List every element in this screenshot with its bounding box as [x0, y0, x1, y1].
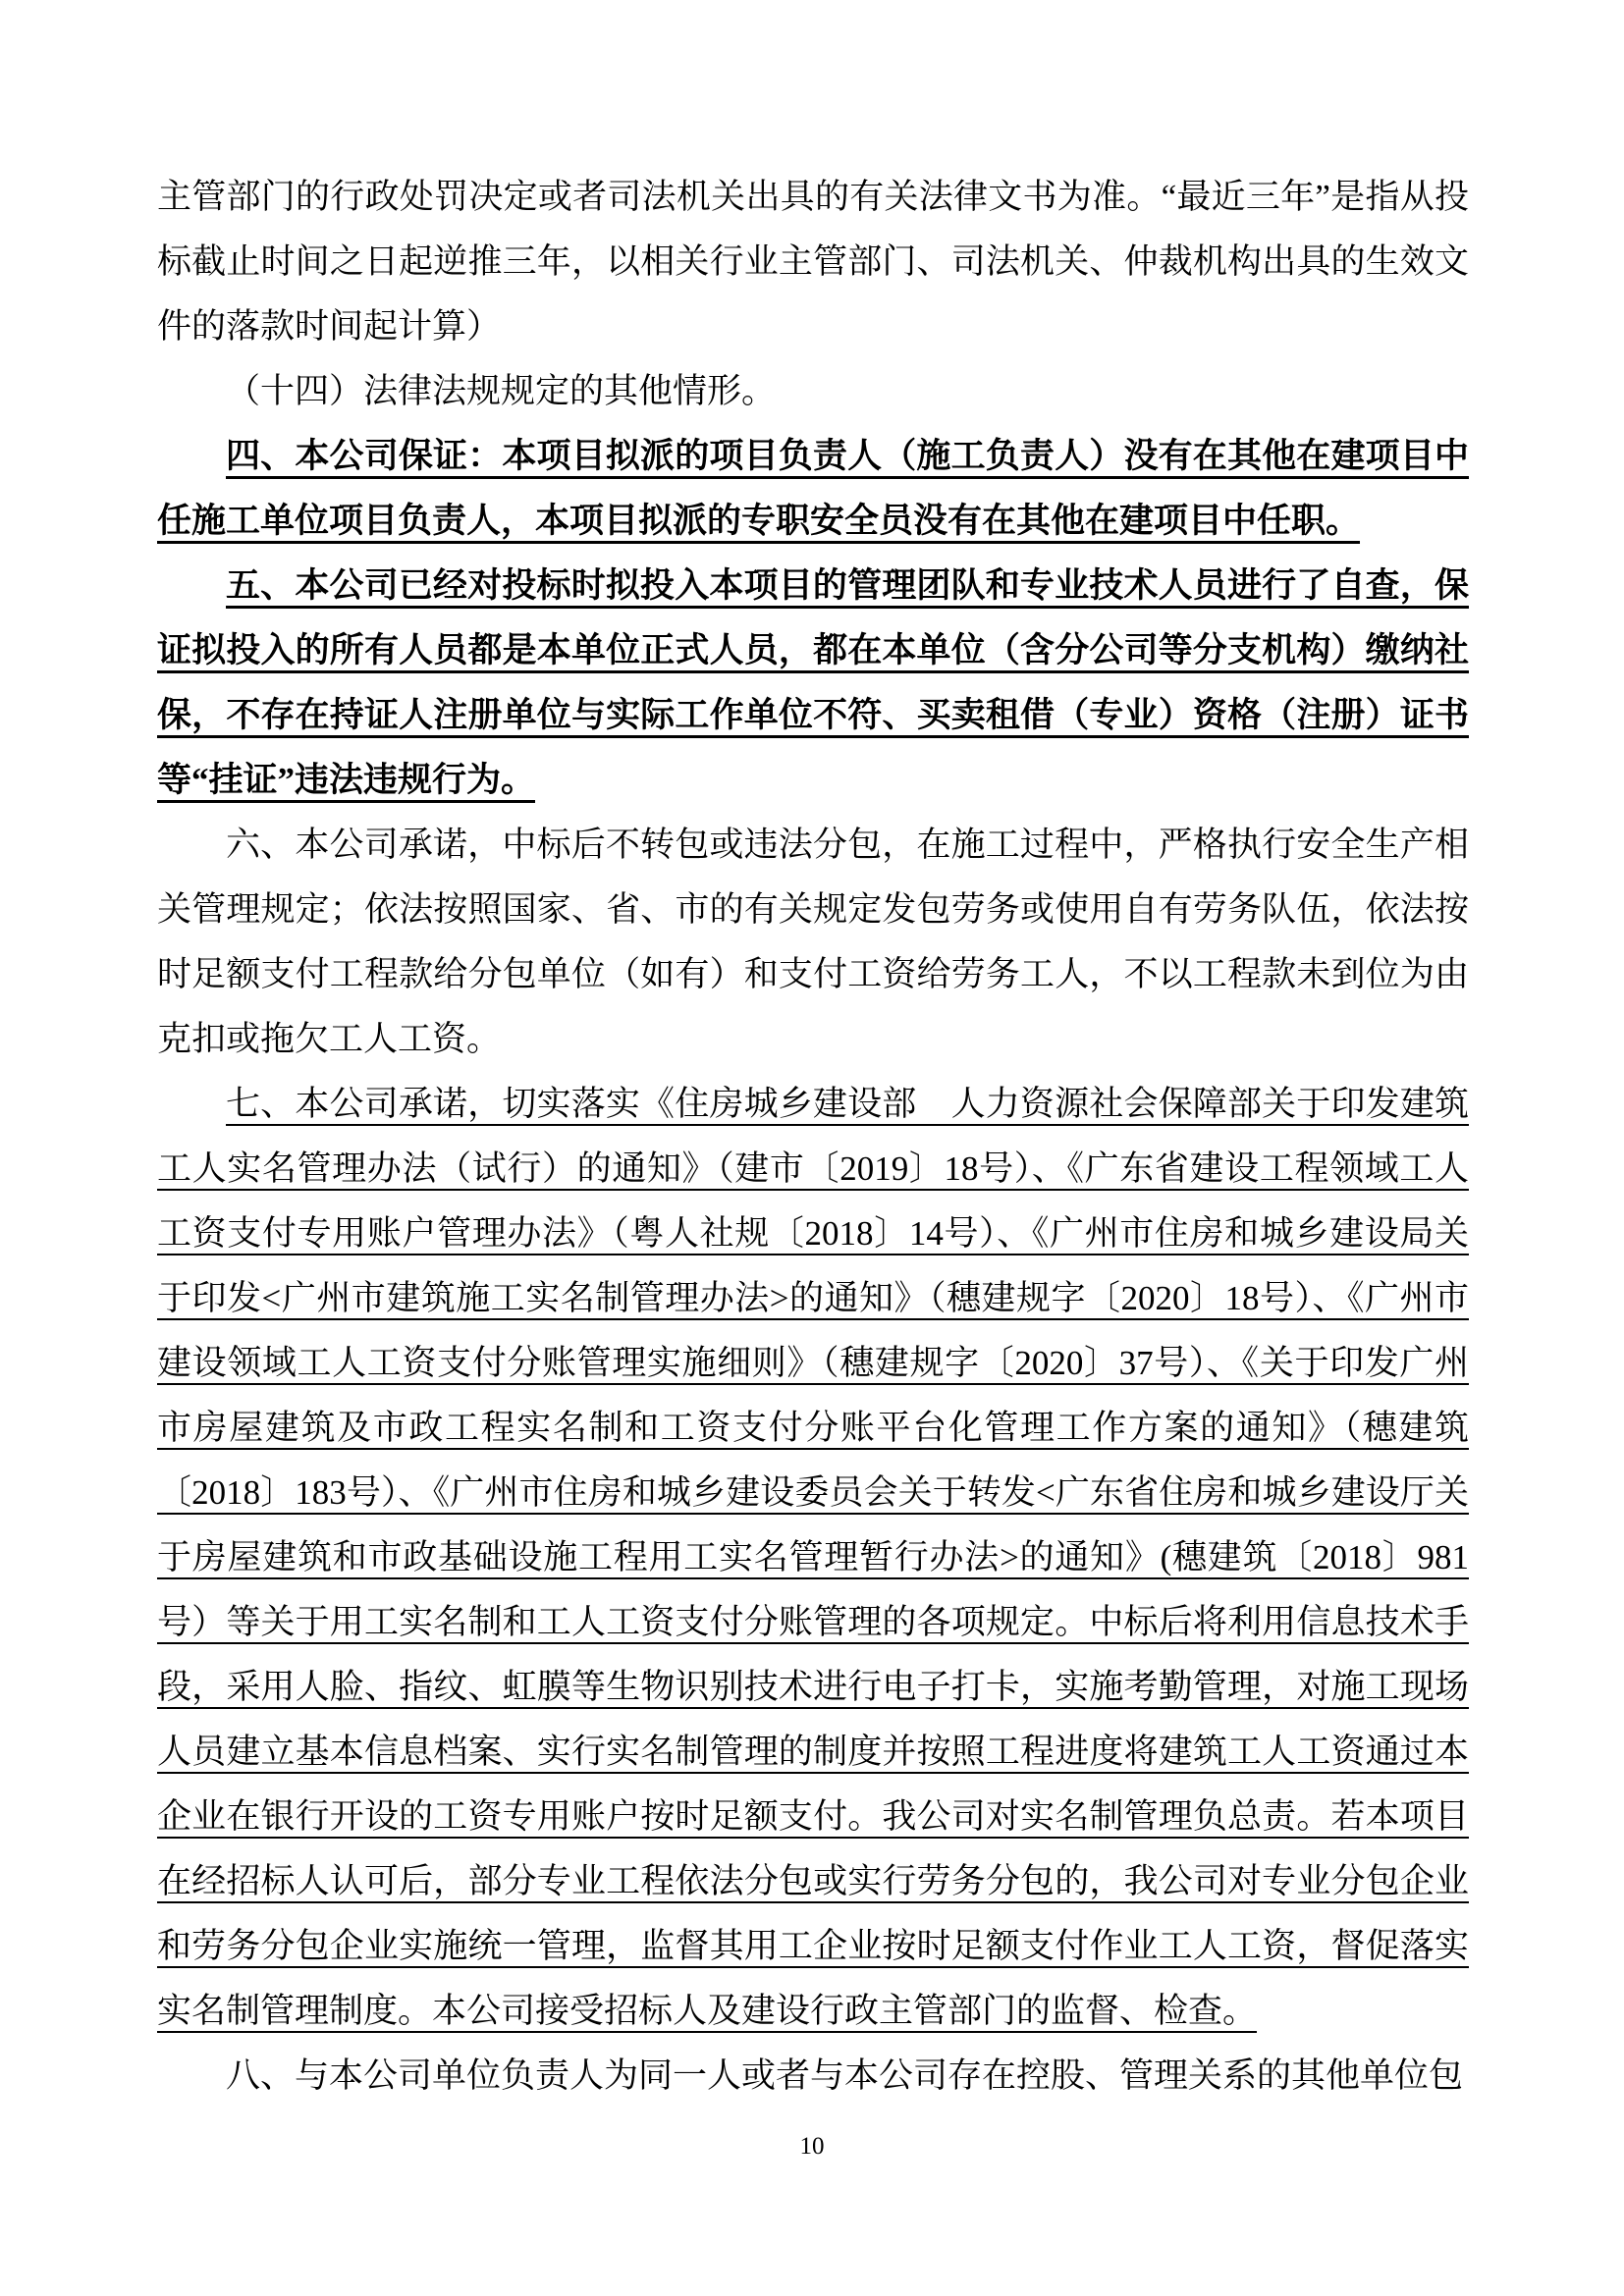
paragraph-continuation: 主管部门的行政处罚决定或者司法机关出具的有关法律文书为准。“最近三年”是指从投标截止时间之日起逆推三年，以相关行业主管部门、司法机关、仲裁机构出具的生效文件的落款时间起计算） — [157, 178, 1469, 346]
paragraph-clause-7: 七、本公司承诺，切实落实《住房城乡建设部 人力资源社会保障部关于印发建筑工人实名管理办法（试行）的通知》（建市〔2019〕18号）、《广东省建设工程领域工人工资支付专用账户管理办法》（粤人社规〔2018〕14号）、《广州市住房和城乡建设局关于印发<广州市建筑施工实名制管理办法>的通知》（穗建规字〔2020〕18号）、《广州市建设领域工人工资支付分账管理实施细则》（穗建规字〔2020〕37号）、《关于印发广州市房屋建筑及市政工程实名制和工资支付分账平台化管理工作方案的通知》（穗建筑〔2018〕183号）、《广州市住房和城乡建设委员会关于转发<广东省住房和城乡建设厅关于房屋建筑和市政基础设施工程用工实名管理暂行办法>的通知》(穗建筑〔2018〕981号）等关于用工实名制和工人工资支付分账管理的各项规定。中标后将利用信息技术手段，采用人脸、指纹、虹膜等生物识别技术进行电子打卡，实施考勤管理，对施工现场人员建立基本信息档案、实行实名制管理的制度并按照工程进度将建筑工人工资通过本企业在银行开设的工资专用账户按时足额支付。我公司对实名制管理负总责。若本项目在经招标人认可后，部分专业工程依法分包或实行劳务分包的，我公司对专业分包企业和劳务分包企业实施统一管理，监督其用工企业按时足额支付作业工人工资，督促落实实名制管理制度。本公司接受招标人及建设行政主管部门的监督、检查。 — [157, 1085, 1469, 2030]
paragraph-clause-5: 五、本公司已经对投标时拟投入本项目的管理团队和专业技术人员进行了自查，保证拟投入的所有人员都是本单位正式人员，都在本单位（含分公司等分支机构）缴纳社保，不存在持证人注册单位与实际工作单位不符、买卖租借（专业）资格（注册）证书等“挂证”违法违规行为。 — [157, 566, 1469, 799]
paragraph-clause-6: 六、本公司承诺，中标后不转包或违法分包，在施工过程中，严格执行安全生产相关管理规定；依法按照国家、省、市的有关规定发包劳务或使用自有劳务队伍，依法按时足额支付工程款给分包单位（如有）和支付工资给劳务工人，不以工程款未到位为由克扣或拖欠工人工资。 — [157, 826, 1469, 1058]
paragraph-item-14: （十四）法律法规规定的其他情形。 — [226, 372, 777, 410]
document-body — [157, 165, 1469, 2109]
paragraph-clause-8: 八、与本公司单位负责人为同一人或者与本公司存在控股、管理关系的其他单位包 — [226, 2056, 1464, 2095]
paragraph-clause-4: 四、本公司保证：本项目拟派的项目负责人（施工负责人）没有在其他在建项目中任施工单位项目负责人，本项目拟派的专职安全员没有在其他在建项目中任职。 — [157, 437, 1469, 540]
page-number: 10 — [799, 2133, 825, 2160]
